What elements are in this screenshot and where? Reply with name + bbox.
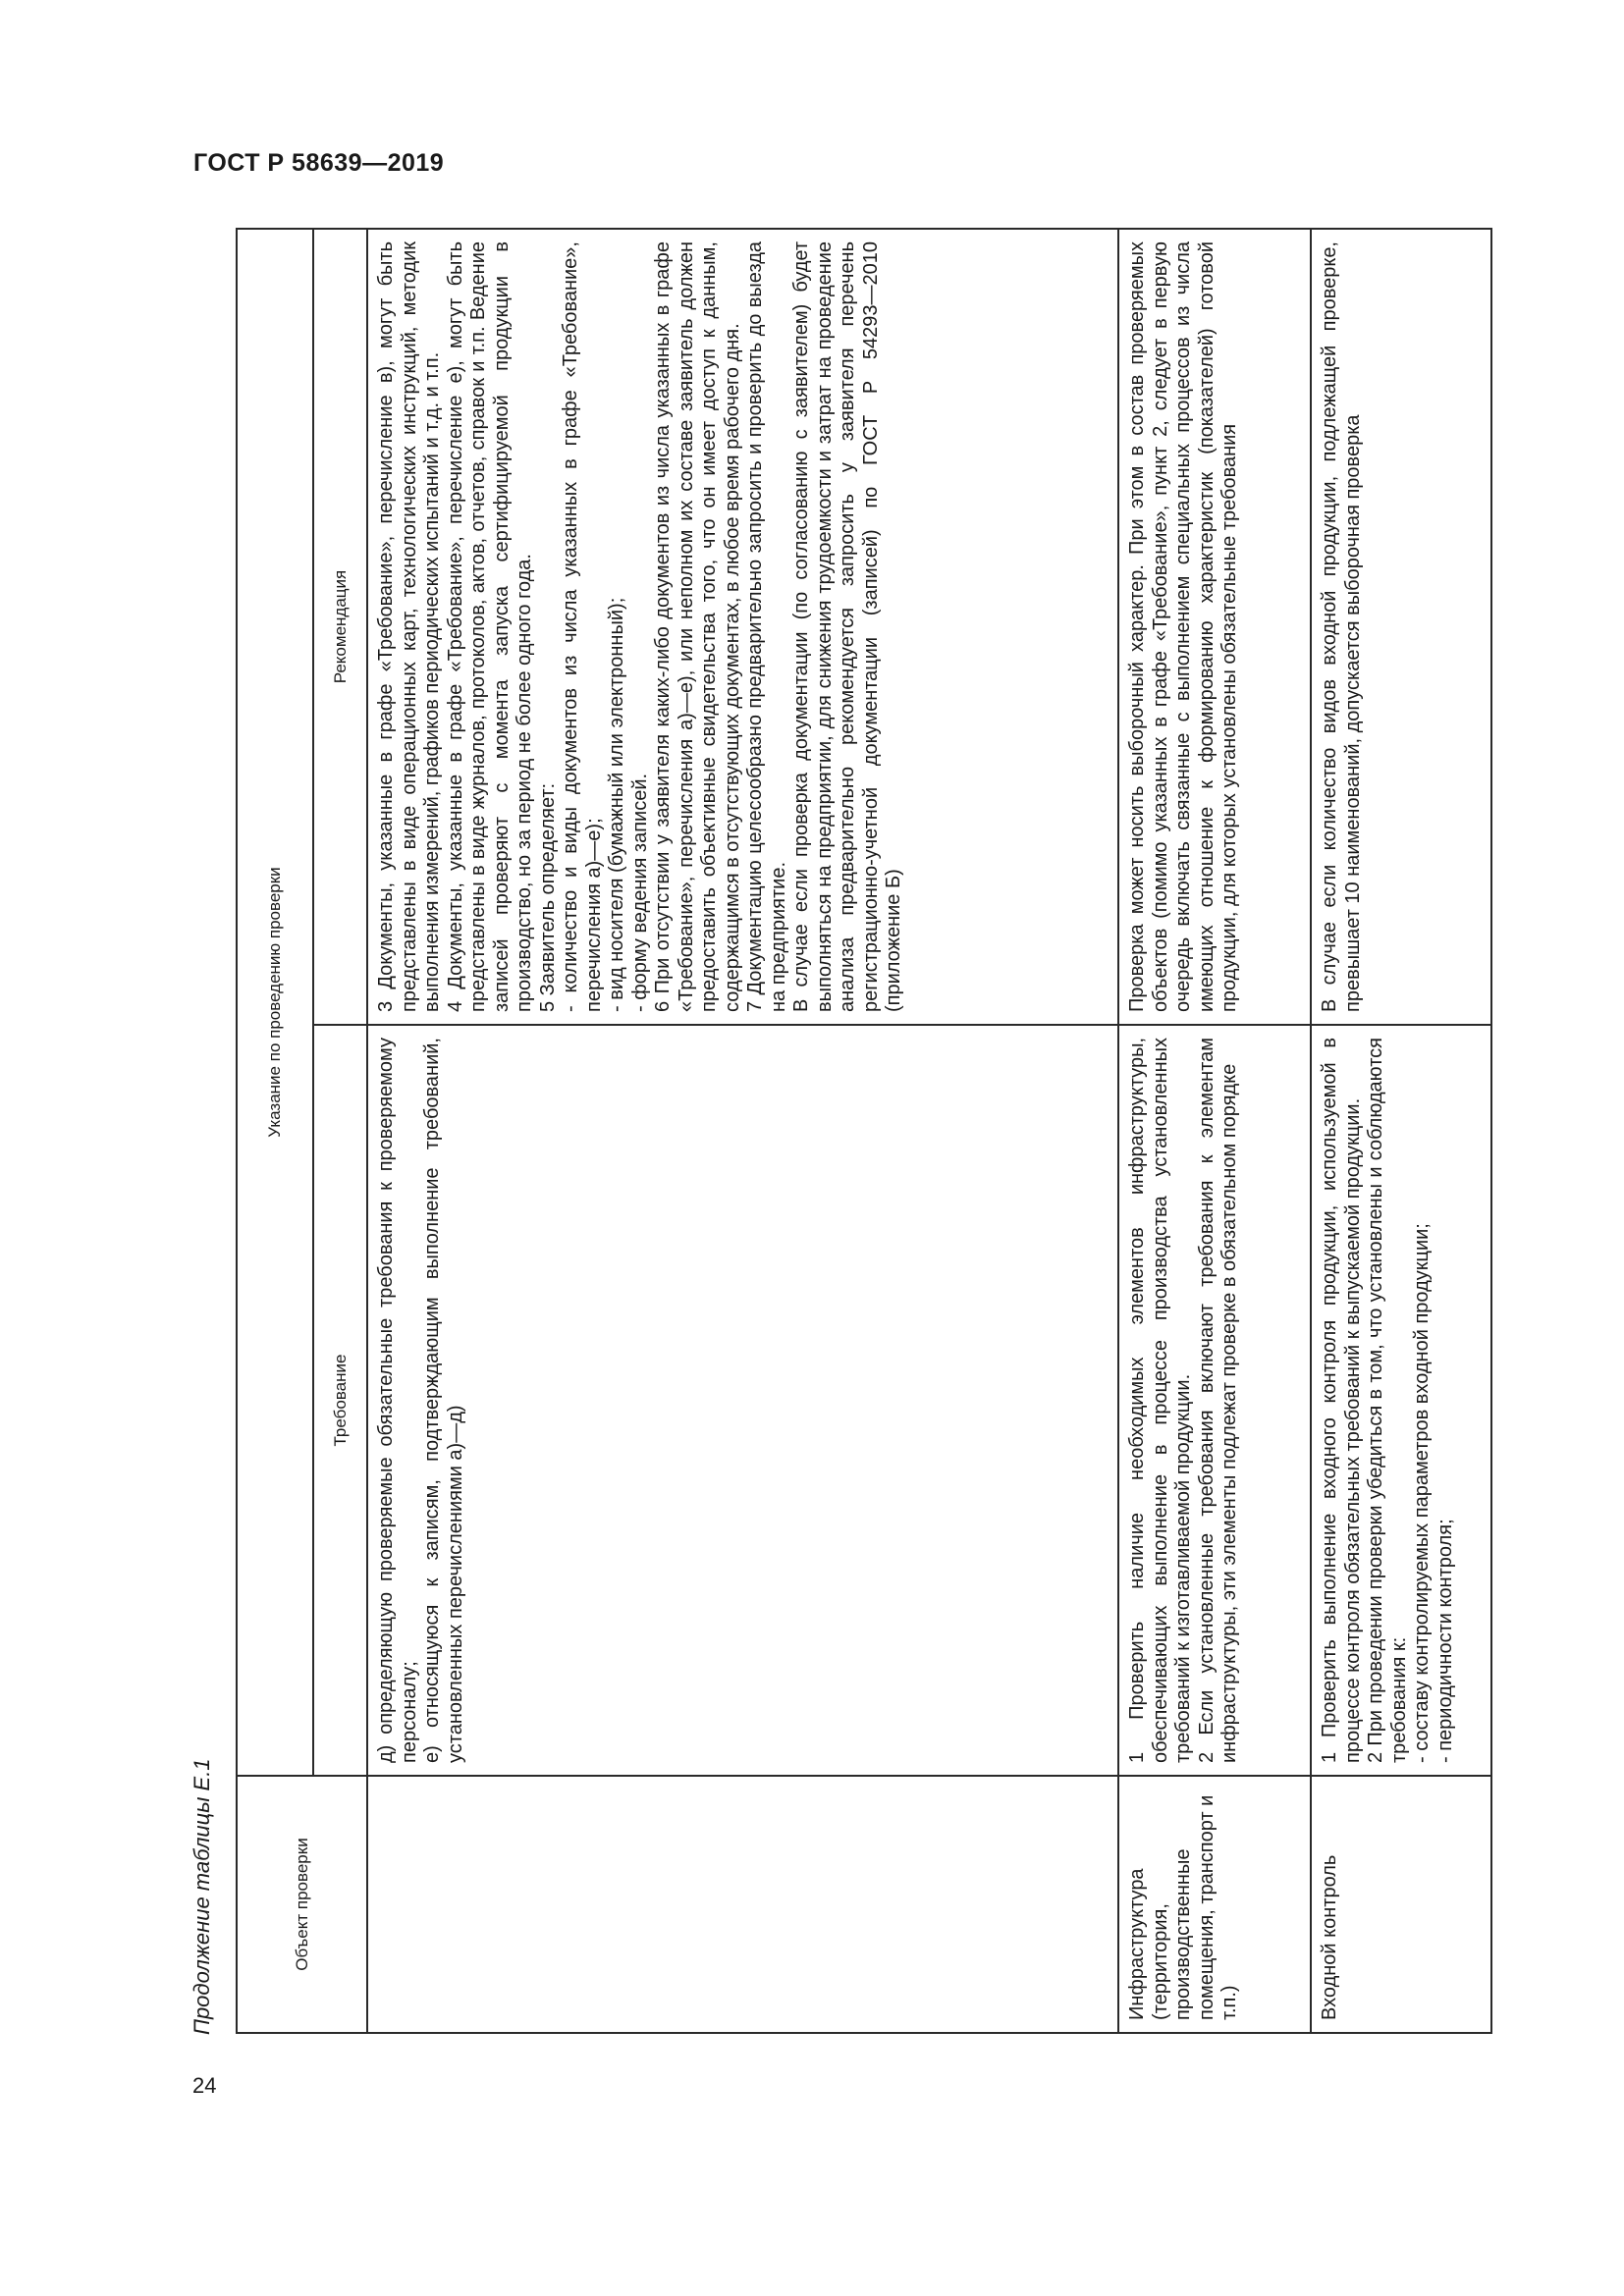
header-recommendation: Рекомендация <box>313 229 367 1025</box>
requirement-line: д) определяющую проверяемые обязательные требования к проверяемому персоналу; <box>375 1038 420 1763</box>
cell-requirement <box>1311 1025 1491 1776</box>
recommendation-line: 3 Документы, указанные в графе «Требование», перечисление в), могут быть представлены в виде операционных карт, технологических инструкций, методик выполнения измерений, графиков периодических испытаний и т.д. и т.п. <box>375 241 443 1012</box>
recommendation-line: Проверка может носить выборочный характер. При этом в состав проверяемых объектов (помимо указанных в графе «Требование», пункт 2, следует в первую очередь включать связанные с выполнением специальных процессов из числа имеющих отношение к формированию характеристик (показателей) готовой продукции, для которых установлены обязательные требования <box>1126 241 1240 1012</box>
cell-object: Инфраструктура (территория, производственные помещения, транспорт и т.п.) <box>1118 1776 1311 2033</box>
cell-requirement <box>367 1025 1118 1776</box>
requirements-table <box>236 228 1492 2034</box>
recommendation-line: В случае если проверка документации (по согласованию с заявителем) будет выполняться на предприятии, для снижения трудоемкости и затрат на проведение анализа предварительно рекомендуется запросить у заявителя перечень регистрационно-учетной документации (записей) по ГОСТ Р 54293—2010 (приложение Б) <box>790 241 904 1012</box>
requirements-table-frame <box>236 230 1490 2034</box>
table-header-row <box>237 229 313 2033</box>
requirement-line: - составу контролируемых параметров входной продукции; <box>1411 1223 1433 1763</box>
table-continuation-caption: Продолжение таблицы Е.1 <box>189 1758 214 2035</box>
cell-recommendation <box>367 229 1118 1025</box>
recommendation-line: 4 Документы, указанные в графе «Требование», перечисление е), могут быть представлены в виде журналов, протоколов, актов, отчетов, справок и т.п. Ведение записей проверяют с момента запуска сертифицируемой продукции в производство, но за период не более одного года. <box>444 241 535 1012</box>
recommendation-line: - вид носителя (бумажный или электронный); <box>606 597 627 1012</box>
header-requirement: Требование <box>313 1025 367 1776</box>
recommendation-line: - количество и виды документов из числа указанных в графе «Требование», перечисления а)—е); <box>560 241 605 1012</box>
recommendation-line: 7 Документацию целесообразно предварительно запросить и проверить до выезда на предприятие. <box>744 241 789 1012</box>
recommendation-line: - форму ведения записей. <box>628 773 651 1012</box>
recommendation-line: 5 Заявитель определяет: <box>536 782 559 1012</box>
header-instruction: Указание по проведению проверки <box>237 229 313 1776</box>
cell-requirement <box>1118 1025 1311 1776</box>
table-row <box>1118 229 1311 2033</box>
cell-recommendation <box>1311 229 1491 1025</box>
requirement-line: 1 Проверить выполнение входного контроля продукции, используемой в процессе контроля обязательных требований к выпускаемой продукции. <box>1319 1038 1364 1763</box>
requirement-line: е) относящуюся к записям, подтверждающим выполнение требований, установленных перечислениями а)—д) <box>421 1038 466 1763</box>
requirement-line: 2 При проведении проверки убедиться в том, что установлены и соблюдаются требования к: <box>1365 1038 1410 1763</box>
document-standard-header: ГОСТ Р 58639—2019 <box>193 149 445 177</box>
requirement-line: 1 Проверить наличие необходимых элементов инфраструктуры, обеспечивающих выполнение в процессе производства установленных требований к изготавливаемой продукции. <box>1126 1038 1194 1763</box>
requirement-line: - периодичности контроля; <box>1434 1519 1456 1763</box>
cell-object <box>367 1776 1118 2033</box>
header-object: Объект проверки <box>237 1776 367 2033</box>
cell-recommendation <box>1118 229 1311 1025</box>
table-row <box>367 229 1118 2033</box>
table-subheader-row <box>313 229 367 2033</box>
recommendation-line: 6 При отсутствии у заявителя каких-либо документов из числа указанных в графе «Требование», перечисления а)—е), или неполном их составе заявитель должен предоставить объективные свидетельства того, что он имеет доступ к данным, содержащимся в отсутствующих документах, в любое время рабочего дня. <box>652 241 743 1012</box>
requirement-line: 2 Если установленные требования включают требования к элементам инфраструктуры, эти элементы подлежат проверке в обязательном порядке <box>1195 1038 1240 1763</box>
recommendation-line: В случае если количество видов входной продукции, подлежащей проверке, превышает 10 наименований, допускается выборочная проверка <box>1319 241 1364 1012</box>
page-number: 24 <box>192 2073 217 2098</box>
table-row <box>1311 229 1491 2033</box>
cell-object: Входной контроль <box>1311 1776 1491 2033</box>
